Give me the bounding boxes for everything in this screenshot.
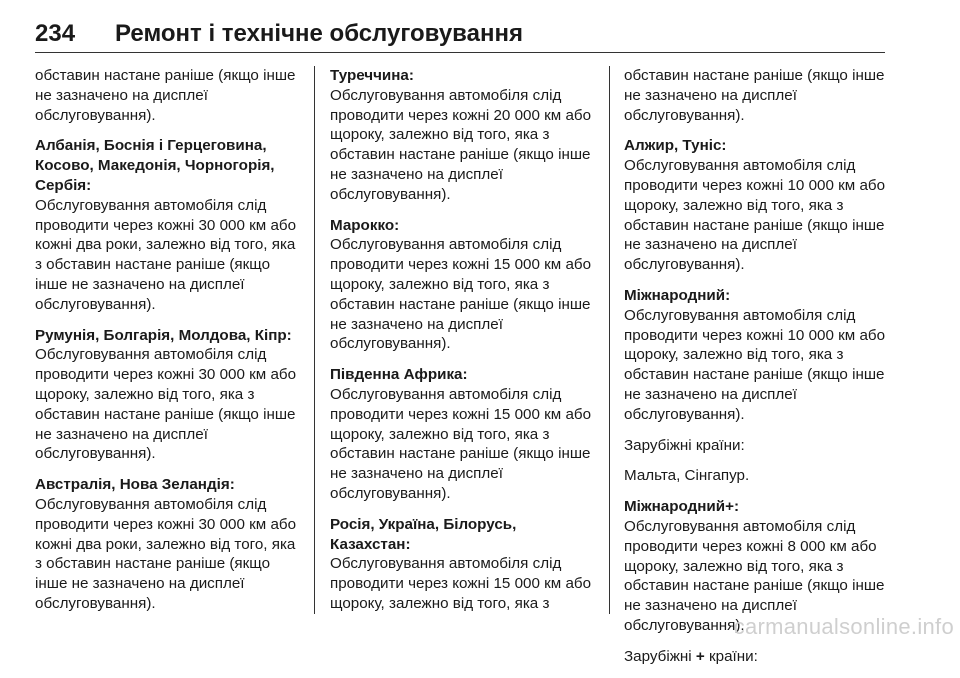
section-heading: Румунія, Болгарія, Молдова, Кіпр: xyxy=(35,326,292,344)
section-international xyxy=(624,286,894,425)
continued-paragraph: обставин настане раніше (якщо інше не зазначено на дисплеї обслуговування). xyxy=(624,67,885,124)
section-heading: Росія, Україна, Білорусь, Казахстан: xyxy=(330,515,517,553)
section-body: Обслуговування автомобіля слід проводити через кожні 15 000 км або щороку, залежно від того, яка з xyxy=(330,555,592,612)
page-number: 234 xyxy=(35,20,76,47)
section-heading: Алжир, Туніс: xyxy=(624,137,727,155)
section-heading: Міжнародний+: xyxy=(624,498,740,516)
section-body: Обслуговування автомобіля слід проводити через кожні 15 000 км або щороку, залежно від того, яка з обставин настане раніше (якщо інше не зазначено на дисплеї обслуговування). xyxy=(330,385,592,502)
section-body: Обслуговування автомобіля слід проводити через кожні 10 000 км або щороку, залежно від того, яка з обставин настане раніше (якщо інше не зазначено на дисплеї обслуговування). xyxy=(624,306,886,423)
section-algeria xyxy=(624,136,894,275)
section-heading: Австралія, Нова Зеландія: xyxy=(35,476,235,494)
column-1 xyxy=(35,66,305,625)
section-body: Обслуговування автомобіля слід проводити через кожні 30 000 км або щороку, залежно від того, яка з обставин настане раніше (якщо інше не зазначено на дисплеї обслуговування). xyxy=(35,346,297,463)
column-2 xyxy=(330,66,600,625)
foreign-suffix: країни: xyxy=(709,647,758,665)
foreign-countries-list: Мальта, Сінгапур. xyxy=(624,467,750,485)
section-body: Обслуговування автомобіля слід проводити через кожні 30 000 км або кожні два роки, залежно від того, яка з обставин настане раніше (якщо інше не зазначено на дисплеї обслуговування). xyxy=(35,196,297,313)
column-3 xyxy=(624,66,894,678)
section-body: Обслуговування автомобіля слід проводити через кожні 30 000 км або кожні два роки, залежно від того, яка з обставин настане раніше (якщо інше не зазначено на дисплеї обслуговування). xyxy=(35,495,297,612)
section-australia xyxy=(35,475,305,614)
section-albania xyxy=(35,136,305,314)
section-body: Обслуговування автомобіля слід проводити через кожні 10 000 км або щороку, залежно від того, яка з обставин настане раніше (якщо інше не зазначено на дисплеї обслуговування). xyxy=(624,157,886,274)
section-morocco xyxy=(330,216,600,355)
page-header xyxy=(35,20,885,53)
section-heading: Міжнародний: xyxy=(624,286,731,304)
continued-paragraph: обставин настане раніше (якщо інше не зазначено на дисплеї обслуговування). xyxy=(35,67,296,124)
watermark: carmanualsonline.info xyxy=(733,614,954,639)
section-romania xyxy=(35,326,305,465)
section-body: Обслуговування автомобіля слід проводити через кожні 15 000 км або щороку, залежно від того, яка з обставин настане раніше (якщо інше не зазначено на дисплеї обслуговування). xyxy=(330,236,592,353)
plus-symbol: + xyxy=(695,647,705,665)
section-heading: Албанія, Боснія і Герцеговина, Косово, Македонія, Чорногорія, Сербія: xyxy=(35,137,275,194)
section-south-africa xyxy=(330,365,600,504)
foreign-prefix: Зарубіжні xyxy=(624,647,692,665)
section-heading: Південна Африка: xyxy=(330,366,468,384)
chapter-title: Ремонт і технічне обслуговування xyxy=(115,20,523,47)
section-russia xyxy=(330,515,600,614)
section-heading: Туреччина: xyxy=(330,67,414,84)
foreign-countries-label: Зарубіжні країни: xyxy=(624,436,745,454)
section-body: Обслуговування автомобіля слід проводити через кожні 20 000 км або щороку, залежно від того, яка з обставин настане раніше (якщо інше не зазначено на дисплеї обслуговування). xyxy=(330,86,592,203)
section-heading: Марокко: xyxy=(330,216,400,234)
foreign-plus-countries-label xyxy=(624,647,894,667)
section-body: Обслуговування автомобіля слід проводити через кожні 8 000 км або щороку, залежно від того, яка з обставин настане раніше (якщо інше не зазначено на дисплеї обслуговування). xyxy=(624,517,885,634)
column-divider-2 xyxy=(609,66,610,614)
section-turkey xyxy=(330,66,600,205)
column-divider-1 xyxy=(314,66,315,614)
